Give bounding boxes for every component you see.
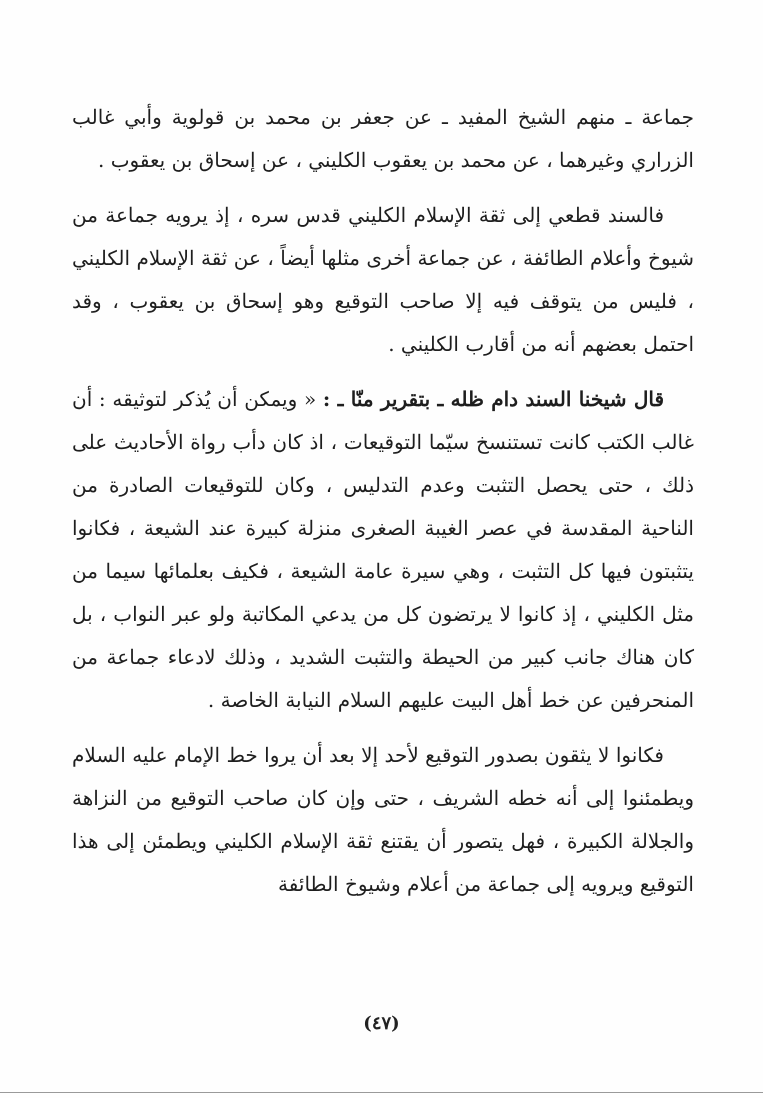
paragraph-sheikh-quote bbox=[72, 378, 694, 722]
paragraph-bold-lead: قال شيخنا السند دام ظله ـ بتقرير منّا ـ : bbox=[322, 387, 665, 411]
bottom-rule bbox=[0, 1092, 763, 1093]
paragraph-verification bbox=[72, 734, 694, 906]
body-text bbox=[72, 96, 694, 918]
paragraph-chain-certainty bbox=[72, 194, 694, 366]
paragraph-text: فكانوا لا يثقون بصدور التوقيع لأحد إلا بعد أن يروا خط الإمام عليه السلام ويطمئنوا إلى أنه خطه الشريف ، حتى وإن كان صاحب التوقيع من النزاهة والجلالة الكبيرة ، فهل يتصور أن يقتنع ثقة الإسلام الكليني ويطمئن إلى هذا التوقيع ويرويه إلى جماعة من أعلام وشيوخ الطائفة bbox=[72, 743, 694, 896]
paragraph-chain-of-narration bbox=[72, 96, 694, 182]
paragraph-text: فالسند قطعي إلى ثقة الإسلام الكليني قدس سره ، إذ يرويه جماعة من شيوخ وأعلام الطائفة ، عن جماعة أخرى مثلها أيضاً ، عن ثقة الإسلام الكليني ، فليس من يتوقف فيه إلا صاحب التوقيع وهو إسحاق بن يعقوب ، وقد احتمل بعضهم أنه من أقارب الكليني . bbox=[72, 203, 694, 356]
page-number: (٤٧) bbox=[363, 1013, 400, 1034]
paragraph-text: « ويمكن أن يُذكر لتوثيقه : أن غالب الكتب كانت تستنسخ سيّما التوقيعات ، اذ كان دأب رواة الأحاديث على ذلك ، حتى يحصل التثبت وعدم التدليس ، وكان للتوقيعات الصادرة من الناحية المقدسة في عصر الغيبة الصغرى منزلة كبيرة عند الشيعة ، فكانوا يتثبتون فيها كل التثبت ، وهي سيرة عامة الشيعة ، فكيف بعلمائها سيما من مثل الكليني ، إذ كانوا لا يرتضون كل من يدعي المكاتبة ولو عبر النواب ، بل كان هناك جانب كبير من الحيطة والتثبت الشديد ، وذلك لادعاء جماعة من المنحرفين عن خط أهل البيت عليهم السلام النيابة الخاصة . bbox=[72, 387, 694, 712]
paragraph-text: جماعة ـ منهم الشيخ المفيد ـ عن جعفر بن محمد بن قولوية وأبي غالب الزراري وغيرهما ، عن محمد بن يعقوب الكليني ، عن إسحاق بن يعقوب . bbox=[72, 105, 694, 172]
